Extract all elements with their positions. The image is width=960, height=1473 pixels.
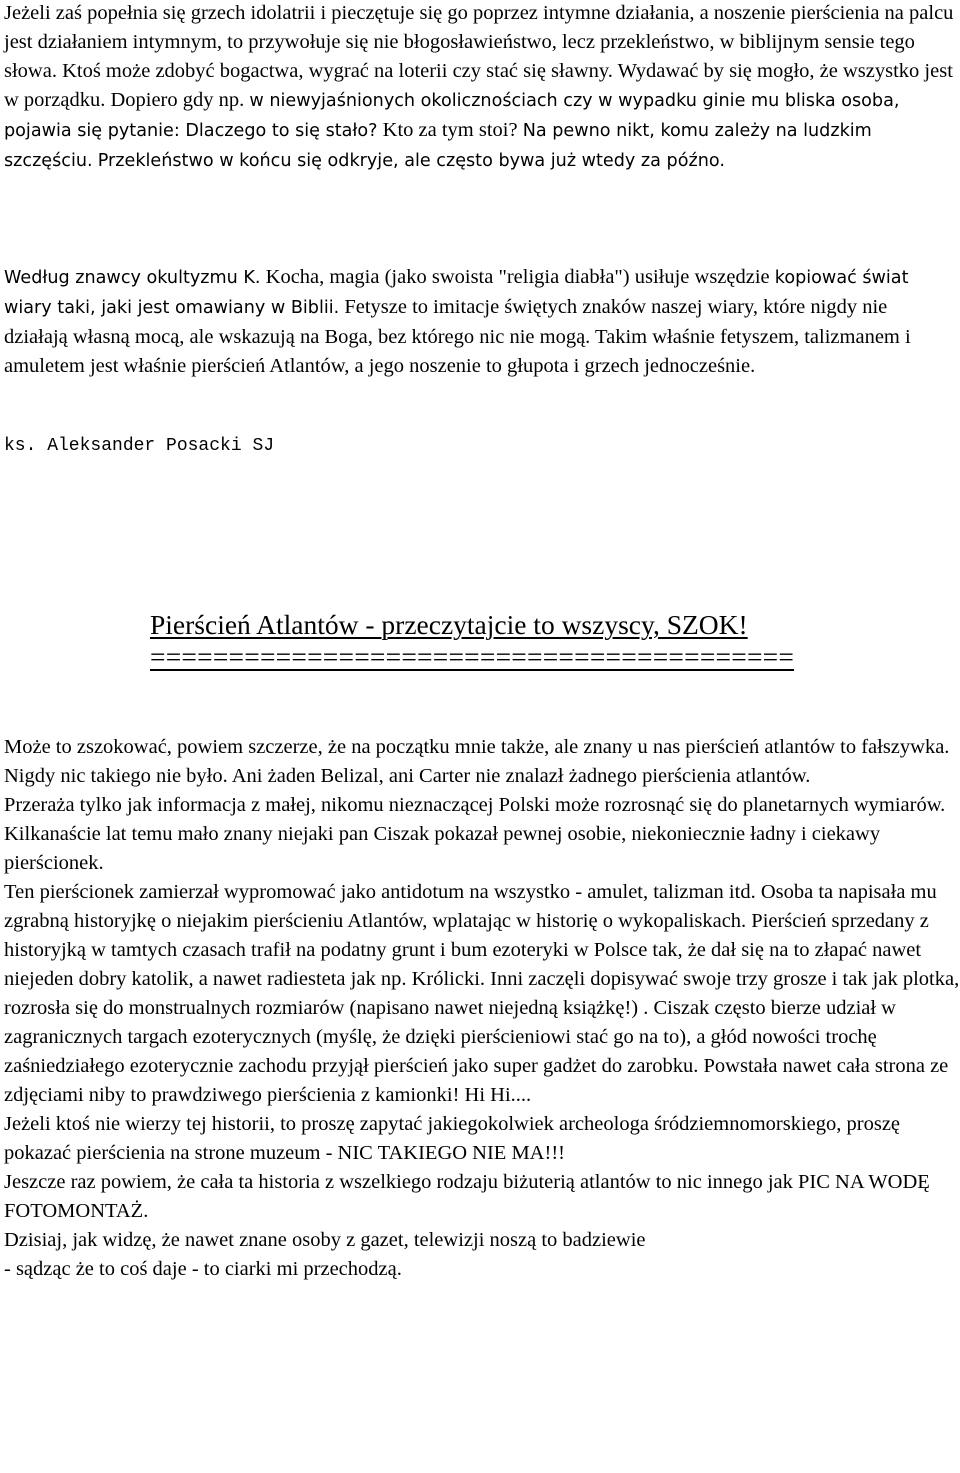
- article-title: Pierścień Atlantów - przeczytajcie to wszyscy, SZOK!: [150, 609, 748, 640]
- para1-text-d: Na pewno nikt, komu zależy na ludzkim szczęściu.: [4, 121, 872, 171]
- article-body: [4, 733, 960, 1284]
- article-line: Kilkanaście lat temu mało znany niejaki pan Ciszak pokazał pewnej osobie, niekoniecznie ładny i ciekawy pierścionek.: [4, 823, 881, 874]
- para2-text-c: kopiować świat wiary taki, jaki jest omawiany w Biblii.: [4, 268, 909, 318]
- para2-text-d: Fetysze to imitacje świętych znaków naszej wiary, które nigdy nie działają własną mocą, ale wskazują na Boga, bez którego nic nie mogą. Takim właśnie fetyszem, talizmanem i amuletem jest właśnie pierścień Atlantów, a jego noszenie to głupota i grzech jednocześnie.: [4, 296, 911, 377]
- paragraph-idolatry: [4, 0, 956, 176]
- para2-text-b: Kocha, magia (jako swoista "religia diabła") usiłuje wszędzie: [265, 266, 770, 288]
- article-line: Jeżeli ktoś nie wierzy tej historii, to proszę zapytać jakiegokolwiek archeologa śródziemnomorskiego, proszę pokazać pierścienia na strone muzeum - NIC TAKIEGO NIE MA!!!: [4, 1113, 901, 1164]
- article-line: Przeraża tylko jak informacja z małej, nikomu nieznaczącej Polski może rozrosnąć się do planetarnych wymiarów.: [4, 794, 946, 816]
- article-line: - sądząc że to coś daje - to ciarki mi przechodzą.: [4, 1258, 402, 1280]
- title-rule: =========================================: [150, 641, 795, 672]
- author-signature: ks. Aleksander Posacki SJ: [4, 436, 275, 456]
- para1-text-e: Przekleństwo w końcu się odkryje, ale często bywa już wtedy za późno.: [97, 151, 725, 171]
- para1-text-c: Kto za tym stoi?: [382, 119, 518, 141]
- article-line: Dzisiaj, jak widzę, że nawet znane osoby z gazet, telewizji noszą to badziewie: [4, 1229, 646, 1251]
- paragraph-occultism: [4, 263, 956, 381]
- article-line: Może to zszokować, powiem szczerze, że na początku mnie także, ale znany u nas pierścień atlantów to fałszywka.: [4, 736, 950, 758]
- para1-text-b: w niewyjaśnionych okolicznościach czy w wypadku ginie mu bliska osoba, pojawia się pytanie: Dlaczego to się stało?: [4, 91, 900, 141]
- article-line: Nigdy nic takiego nie było. Ani żaden Belizal, ani Carter nie znalazł żadnego pierścienia atlantów.: [4, 765, 811, 787]
- article-line: Ten pierścionek zamierzał wypromować jako antidotum na wszystko - amulet, talizman itd. Osoba ta napisała mu zgrabną historyjkę o niejakim pierścieniu Atlantów, wplatając w historię o wykopaliskach. Pierścień sprzedany z historyjką w tamtych czasach trafił na podatny grunt i bum ezoteryki w Polsce tak, że dał się na to złapać nawet niejeden dobry katolik, a nawet radiesteta jak np. Królicki. Inni zaczęli dopisywać swoje trzy grosze i tak jak plotka, rozrosła się do monstrualnych rozmiarów (napisano nawet niejedną książkę!) . Ciszak często bierze udział w zagranicznych targach ezoterycznych (myślę, że dzięki pierścieniowi stać go na to), a głód nowości trochę zaśniedziałego ezoterycznie zachodu przyjął pierścień jako super gadżet do zarobku. Powstała nawet cała strona ze zdjęciami niby to prawdziwego pierścienia z kamionki! Hi Hi....: [4, 881, 960, 1106]
- para1-text-a: Jeżeli zaś popełnia się grzech idolatrii i pieczętuje się go poprzez intymne działania, a noszenie pierścienia na palcu jest działaniem intymnym, to przywołuje się nie błogosławieństwo, lecz przekleństwo, w biblijnym sensie tego słowa. Ktoś może zdobyć bogactwa, wygrać na loterii czy stać się sławny. Wydawać by się mogło, że wszystko jest w porządku. Dopiero gdy np.: [4, 2, 954, 111]
- article-line: Jeszcze raz powiem, że cała ta historia z wszelkiego rodzaju biżuterią atlantów to nic innego jak PIC NA WODĘ FOTOMONTAŻ.: [4, 1171, 930, 1222]
- para2-text-a: Według znawcy okultyzmu K.: [4, 268, 261, 288]
